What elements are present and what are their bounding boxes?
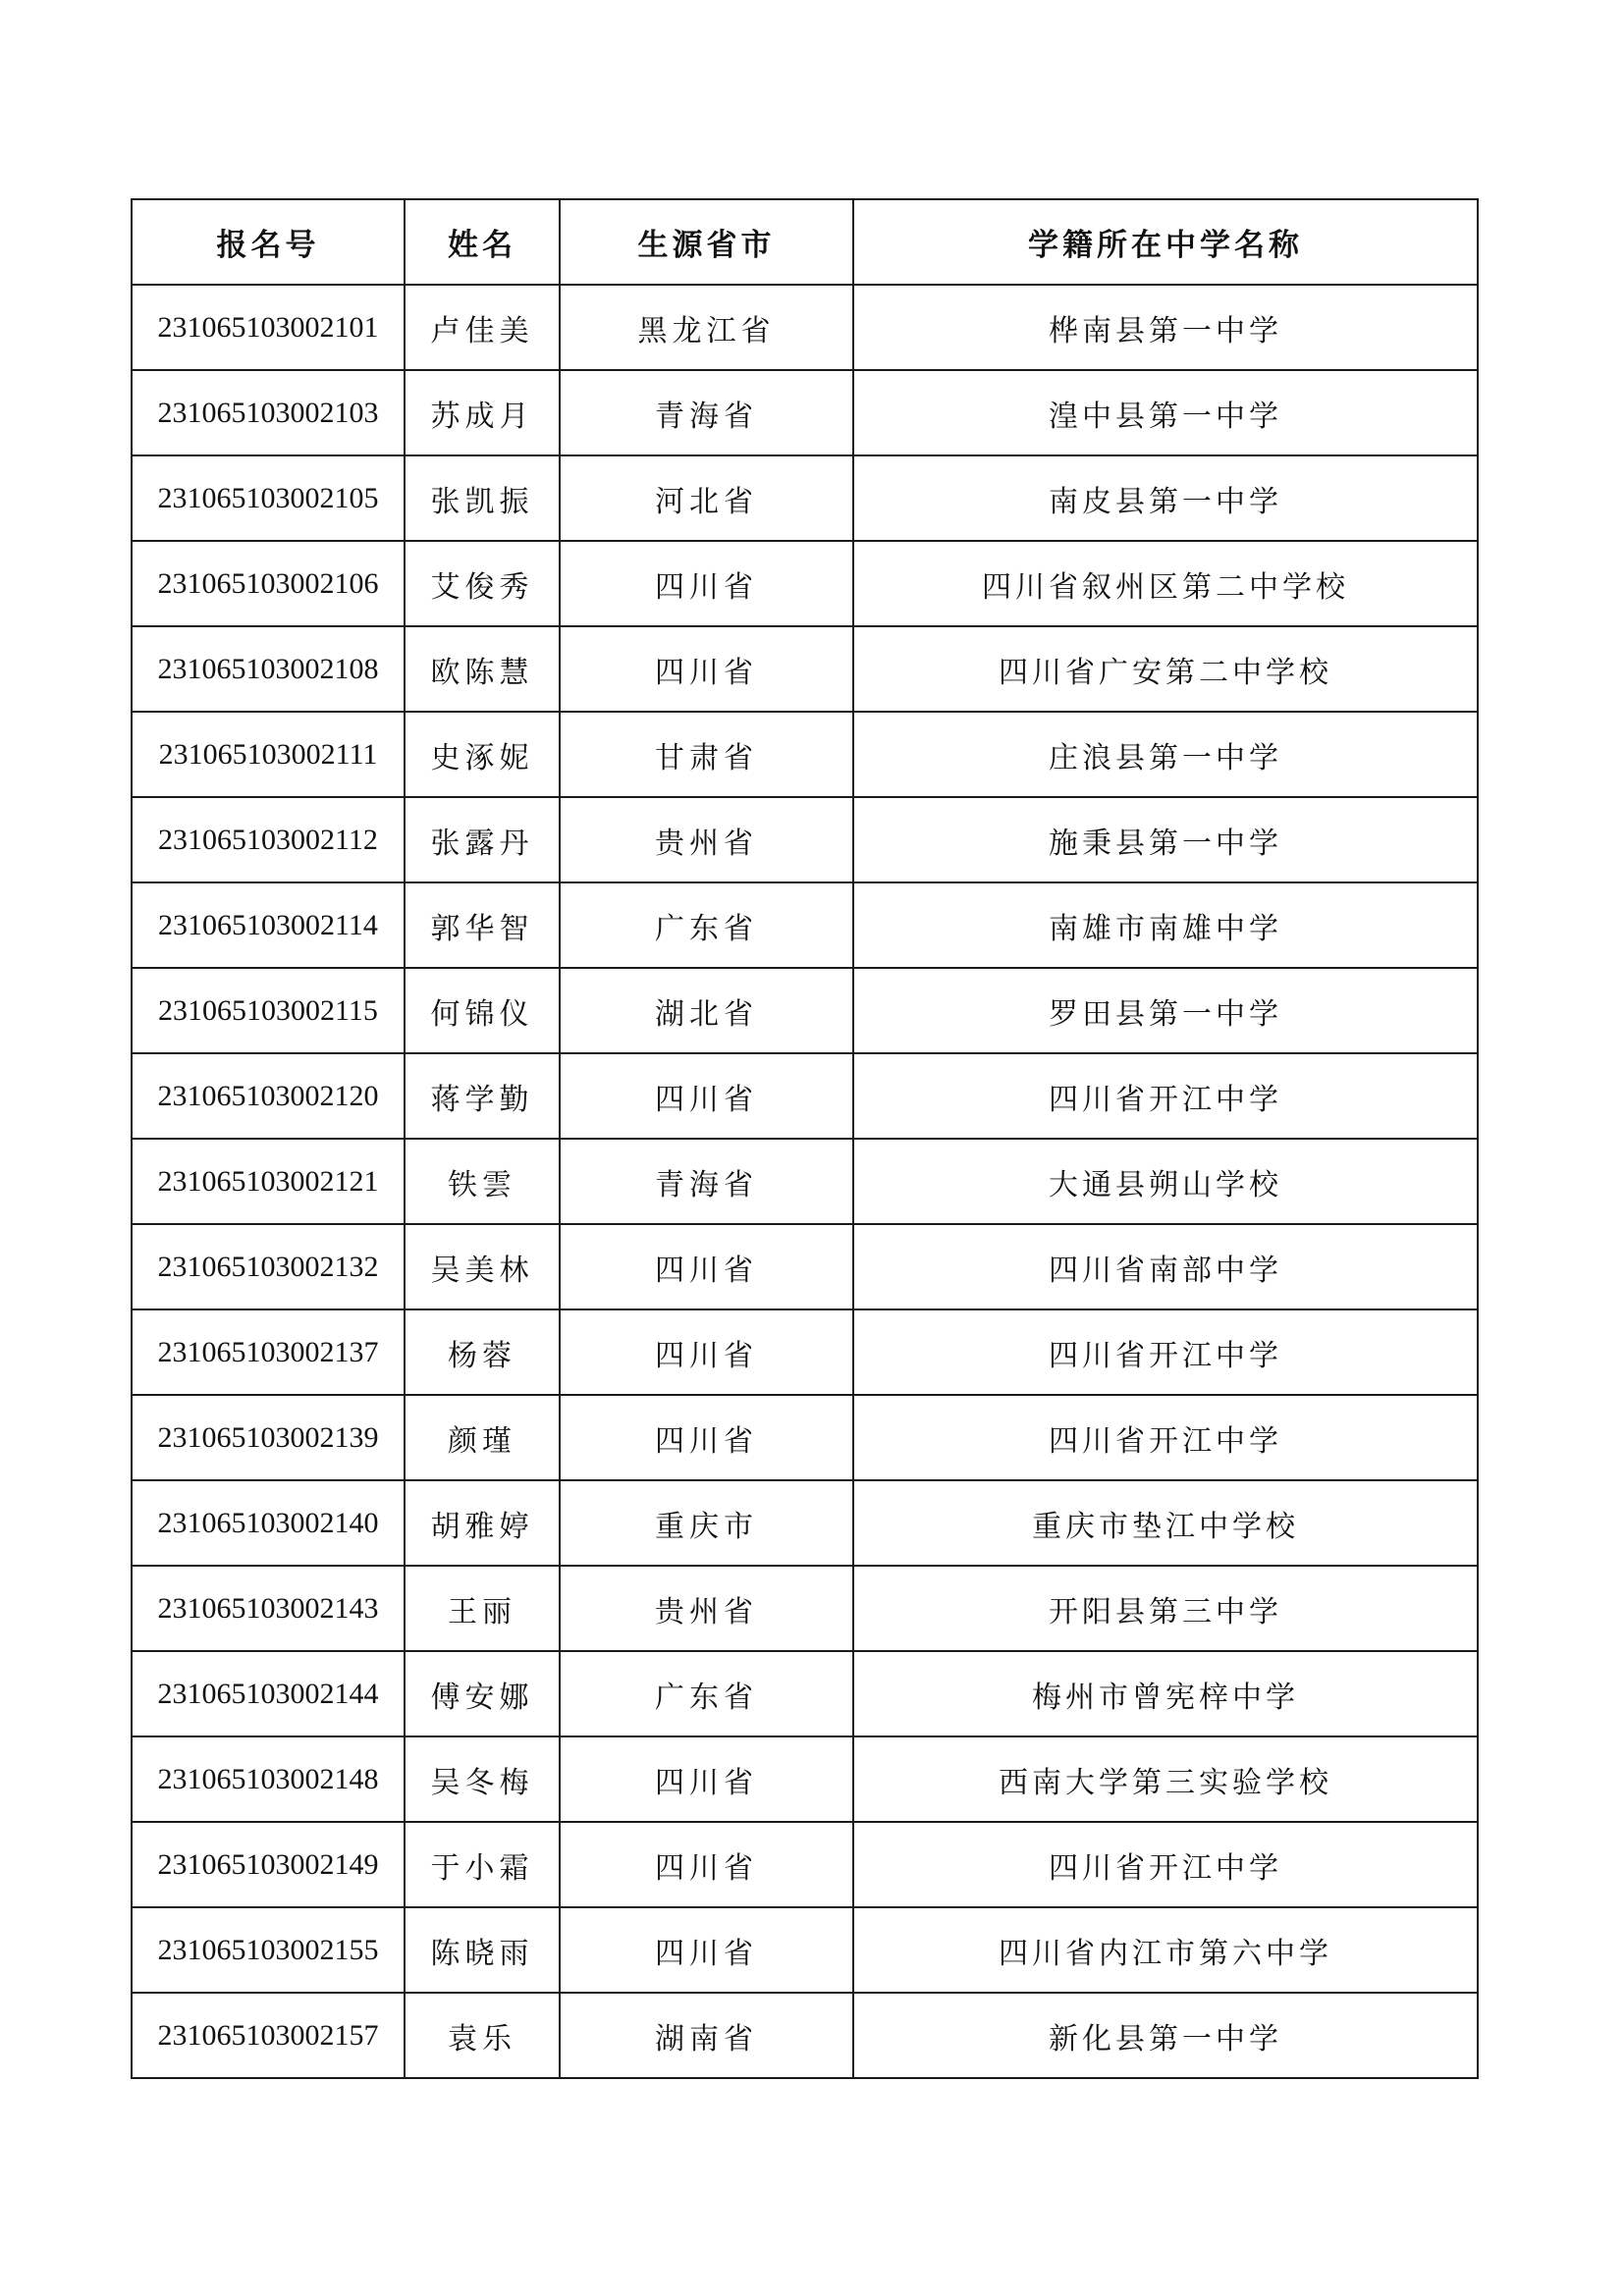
registration-number-cell: 231065103002106: [132, 541, 405, 626]
table-row: [132, 968, 1478, 1053]
school-name-cell: 开阳县第三中学: [853, 1566, 1478, 1651]
table-row: [132, 1395, 1478, 1480]
table-row: [132, 1566, 1478, 1651]
table-row: [132, 1480, 1478, 1566]
school-name-cell: 四川省叙州区第二中学校: [853, 541, 1478, 626]
school-name-cell: 新化县第一中学: [853, 1993, 1478, 2078]
table-row: [132, 712, 1478, 797]
student-name-cell: 苏成月: [405, 370, 560, 455]
table-row: [132, 1736, 1478, 1822]
student-name-cell: 蒋学勤: [405, 1053, 560, 1139]
origin-province-cell: 河北省: [560, 455, 853, 541]
student-name-cell: 艾俊秀: [405, 541, 560, 626]
registration-number-cell: 231065103002108: [132, 626, 405, 712]
student-name-cell: 傅安娜: [405, 1651, 560, 1736]
student-name-cell: 王丽: [405, 1566, 560, 1651]
header-row: [132, 199, 1478, 285]
student-name-cell: 颜瑾: [405, 1395, 560, 1480]
student-name-cell: 杨蓉: [405, 1309, 560, 1395]
registration-number-cell: 231065103002148: [132, 1736, 405, 1822]
school-name-cell: 重庆市垫江中学校: [853, 1480, 1478, 1566]
registration-number-cell: 231065103002115: [132, 968, 405, 1053]
origin-province-cell: 黑龙江省: [560, 285, 853, 370]
registration-number-cell: 231065103002137: [132, 1309, 405, 1395]
student-name-cell: 张露丹: [405, 797, 560, 882]
student-name-cell: 铁雲: [405, 1139, 560, 1224]
student-name-cell: 郭华智: [405, 882, 560, 968]
school-name-cell: 湟中县第一中学: [853, 370, 1478, 455]
registration-number-cell: 231065103002103: [132, 370, 405, 455]
registration-number-cell: 231065103002140: [132, 1480, 405, 1566]
school-name-cell: 桦南县第一中学: [853, 285, 1478, 370]
school-name-cell: 四川省广安第二中学校: [853, 626, 1478, 712]
origin-province-cell: 青海省: [560, 1139, 853, 1224]
registration-number-cell: 231065103002111: [132, 712, 405, 797]
table-row: [132, 370, 1478, 455]
origin-province-cell: 贵州省: [560, 1566, 853, 1651]
origin-province-cell: 四川省: [560, 1224, 853, 1309]
registration-number-cell: 231065103002112: [132, 797, 405, 882]
table-row: [132, 285, 1478, 370]
school-name-cell: 四川省内江市第六中学: [853, 1907, 1478, 1993]
registration-number-cell: 231065103002114: [132, 882, 405, 968]
student-name-cell: 史涿妮: [405, 712, 560, 797]
origin-province-cell: 甘肃省: [560, 712, 853, 797]
table-row: [132, 797, 1478, 882]
header-origin-province: 生源省市: [560, 199, 853, 285]
table-row: [132, 1822, 1478, 1907]
student-name-cell: 胡雅婷: [405, 1480, 560, 1566]
registration-number-cell: 231065103002143: [132, 1566, 405, 1651]
origin-province-cell: 四川省: [560, 1395, 853, 1480]
origin-province-cell: 四川省: [560, 1907, 853, 1993]
table-row: [132, 1139, 1478, 1224]
origin-province-cell: 湖北省: [560, 968, 853, 1053]
origin-province-cell: 贵州省: [560, 797, 853, 882]
school-name-cell: 南雄市南雄中学: [853, 882, 1478, 968]
registration-number-cell: 231065103002132: [132, 1224, 405, 1309]
admission-list-sheet: [131, 198, 1477, 2079]
origin-province-cell: 四川省: [560, 1053, 853, 1139]
registration-number-cell: 231065103002105: [132, 455, 405, 541]
student-name-cell: 欧陈慧: [405, 626, 560, 712]
origin-province-cell: 四川省: [560, 541, 853, 626]
registration-number-cell: 231065103002101: [132, 285, 405, 370]
school-name-cell: 四川省开江中学: [853, 1053, 1478, 1139]
school-name-cell: 西南大学第三实验学校: [853, 1736, 1478, 1822]
table-header: [132, 199, 1478, 285]
school-name-cell: 施秉县第一中学: [853, 797, 1478, 882]
school-name-cell: 大通县朔山学校: [853, 1139, 1478, 1224]
student-name-cell: 张凯振: [405, 455, 560, 541]
admission-table: [131, 198, 1479, 2079]
table-row: [132, 1907, 1478, 1993]
origin-province-cell: 四川省: [560, 1309, 853, 1395]
header-name: 姓名: [405, 199, 560, 285]
table-row: [132, 1993, 1478, 2078]
origin-province-cell: 广东省: [560, 1651, 853, 1736]
registration-number-cell: 231065103002155: [132, 1907, 405, 1993]
origin-province-cell: 湖南省: [560, 1993, 853, 2078]
origin-province-cell: 广东省: [560, 882, 853, 968]
registration-number-cell: 231065103002121: [132, 1139, 405, 1224]
table-row: [132, 626, 1478, 712]
origin-province-cell: 四川省: [560, 1736, 853, 1822]
school-name-cell: 四川省开江中学: [853, 1395, 1478, 1480]
school-name-cell: 梅州市曾宪梓中学: [853, 1651, 1478, 1736]
table-row: [132, 1651, 1478, 1736]
table-row: [132, 1053, 1478, 1139]
origin-province-cell: 四川省: [560, 1822, 853, 1907]
school-name-cell: 四川省南部中学: [853, 1224, 1478, 1309]
registration-number-cell: 231065103002149: [132, 1822, 405, 1907]
school-name-cell: 南皮县第一中学: [853, 455, 1478, 541]
student-name-cell: 陈晓雨: [405, 1907, 560, 1993]
school-name-cell: 罗田县第一中学: [853, 968, 1478, 1053]
school-name-cell: 庄浪县第一中学: [853, 712, 1478, 797]
registration-number-cell: 231065103002157: [132, 1993, 405, 2078]
origin-province-cell: 青海省: [560, 370, 853, 455]
school-name-cell: 四川省开江中学: [853, 1309, 1478, 1395]
registration-number-cell: 231065103002120: [132, 1053, 405, 1139]
student-name-cell: 何锦仪: [405, 968, 560, 1053]
registration-number-cell: 231065103002144: [132, 1651, 405, 1736]
table-row: [132, 1224, 1478, 1309]
table-row: [132, 1309, 1478, 1395]
table-row: [132, 541, 1478, 626]
student-name-cell: 吴美林: [405, 1224, 560, 1309]
table-row: [132, 455, 1478, 541]
origin-province-cell: 四川省: [560, 626, 853, 712]
table-row: [132, 882, 1478, 968]
header-registration-number: 报名号: [132, 199, 405, 285]
registration-number-cell: 231065103002139: [132, 1395, 405, 1480]
origin-province-cell: 重庆市: [560, 1480, 853, 1566]
table-body: [132, 285, 1478, 2078]
student-name-cell: 卢佳美: [405, 285, 560, 370]
student-name-cell: 吴冬梅: [405, 1736, 560, 1822]
school-name-cell: 四川省开江中学: [853, 1822, 1478, 1907]
header-school-name: 学籍所在中学名称: [853, 199, 1478, 285]
student-name-cell: 于小霜: [405, 1822, 560, 1907]
student-name-cell: 袁乐: [405, 1993, 560, 2078]
